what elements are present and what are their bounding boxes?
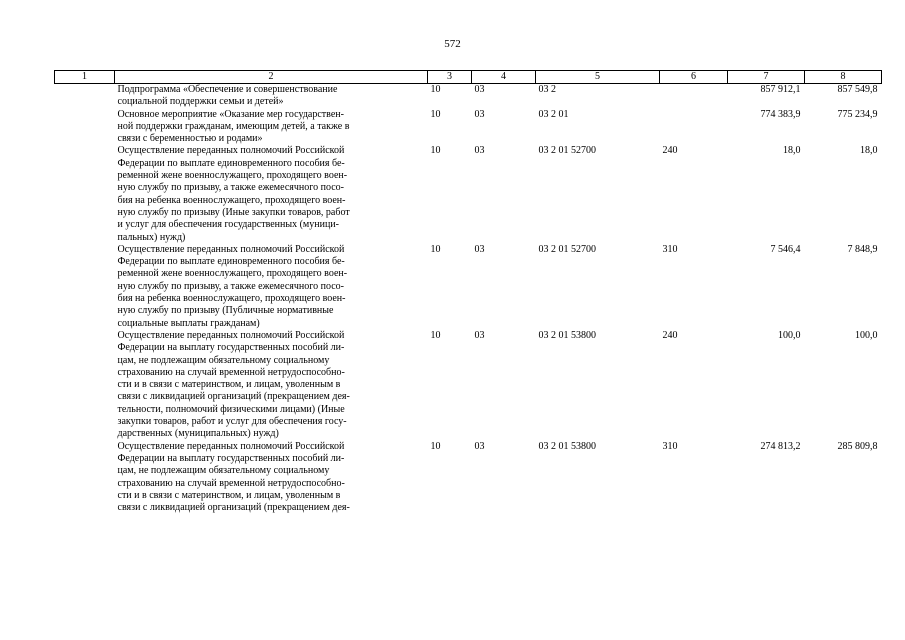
item-name-cell [115, 330, 428, 441]
row-number-cell [55, 441, 115, 515]
expense-type-cell: 240 [662, 329, 678, 341]
column-header: 4 [472, 71, 536, 84]
target-article-cell: 03 2 01 [538, 108, 569, 120]
target-article-cell: 03 2 01 53800 [538, 329, 596, 341]
subsection-code-cell: 03 [474, 145, 485, 157]
amount-year1-cell: 18,0 [783, 145, 801, 157]
section-code-cell: 10 [430, 243, 441, 255]
item-name-line: бия на ребенка военнослужащего, проходящего воен- [117, 293, 346, 305]
section-code-cell: 10 [430, 329, 441, 341]
target-article-cell: 03 2 01 53800 [538, 440, 596, 452]
item-name-line: страхованию на случай временной нетрудоспособно- [117, 477, 345, 489]
amount-year1-cell: 274 813,2 [760, 440, 801, 452]
row-number-cell [55, 244, 115, 330]
amount-year2-cell: 100,0 [855, 329, 878, 341]
section-code-cell: 10 [430, 145, 441, 157]
item-name-line: дарственных (муниципальных) нужд) [117, 428, 279, 440]
subsection-code-cell: 03 [474, 84, 485, 95]
item-name-line: ную службу по призыву (Публичные нормативные [117, 305, 334, 317]
item-name-line: связи с беременностью и родами» [117, 133, 263, 145]
amount-year1-cell: 100,0 [778, 329, 801, 341]
item-name-line: Осуществление переданных полномочий Российской [117, 243, 345, 255]
amount-year2-cell: 285 809,8 [837, 440, 878, 452]
item-name-line: Федерации по выплате единовременного пособия бе- [117, 256, 345, 268]
target-article-cell: 03 2 01 52700 [538, 243, 596, 255]
item-name-line: Осуществление переданных полномочий Российской [117, 145, 345, 157]
target-article-cell: 03 2 [538, 84, 556, 95]
amount-year1-cell: 7 546,4 [770, 243, 801, 255]
item-name-line: закупки товаров, работ и услуг для обеспечения госу- [117, 416, 347, 428]
header-row [55, 71, 882, 84]
subsection-code-cell: 03 [474, 440, 485, 452]
item-name-line: ременной жене военнослужащего, проходящего воен- [117, 268, 348, 280]
section-code-cell: 10 [430, 84, 441, 95]
section-code-cell: 10 [430, 108, 441, 120]
item-name-line: цам, не подлежащим обязательному социальному [117, 354, 330, 366]
expense-type-cell [660, 84, 728, 109]
subsection-code-cell: 03 [474, 108, 485, 120]
expense-type-cell: 310 [662, 440, 678, 452]
item-name-cell [115, 441, 428, 515]
item-name-cell [115, 244, 428, 330]
item-name-line: сти и в связи с материнством, и лицам, уволенным в [117, 489, 341, 501]
item-name-line: ную службу по призыву (Иные закупки товаров, работ [117, 206, 350, 218]
subsection-code-cell: 03 [474, 243, 485, 255]
item-name-line: связи с ликвидацией организаций (прекращением дея- [117, 391, 350, 403]
item-name-line: ную службу по призыву, а также ежемесячного посо- [117, 182, 344, 194]
subsection-code-cell: 03 [474, 329, 485, 341]
item-name-cell [115, 109, 428, 146]
item-name-line: ную службу по призыву, а также ежемесячного посо- [117, 280, 344, 292]
column-header: 5 [536, 71, 660, 84]
column-header: 8 [805, 71, 882, 84]
item-name-cell [115, 84, 428, 109]
item-name-line: Федерации по выплате единовременного пособия бе- [117, 157, 345, 169]
item-name-line: Основное мероприятие «Оказание мер государствен- [117, 108, 344, 120]
table-row [55, 244, 882, 330]
item-name-line: цам, не подлежащим обязательному социальному [117, 465, 330, 477]
amount-year2-cell: 18,0 [860, 145, 878, 157]
item-name-line: Осуществление переданных полномочий Российской [117, 329, 345, 341]
column-header: 3 [428, 71, 472, 84]
item-name-line: Подпрограмма «Обеспечение и совершенствование [117, 84, 338, 95]
item-name-line: Осуществление переданных полномочий Российской [117, 440, 345, 452]
table-row [55, 441, 882, 515]
column-header: 7 [728, 71, 805, 84]
item-name-line: ной поддержки гражданам, имеющим детей, а также в [117, 120, 350, 132]
row-number-cell [55, 84, 115, 109]
column-header: 2 [115, 71, 428, 84]
amount-year2-cell: 775 234,9 [837, 108, 878, 120]
item-name-line: социальной поддержки семьи и детей» [117, 96, 284, 108]
row-number-cell [55, 330, 115, 441]
expense-type-cell: 240 [662, 145, 678, 157]
item-name-line: пальных) нужд) [117, 231, 186, 243]
section-code-cell: 10 [430, 440, 441, 452]
item-name-line: Федерации на выплату государственных пособий ли- [117, 342, 345, 354]
item-name-line: и услуг для обеспечения государственных (муници- [117, 219, 339, 231]
amount-year1-cell: 774 383,9 [760, 108, 801, 120]
item-name-line: страхованию на случай временной нетрудоспособно- [117, 366, 345, 378]
item-name-line: связи с ликвидацией организаций (прекращением дея- [117, 502, 350, 514]
item-name-line: ременной жене военнослужащего, проходящего воен- [117, 170, 348, 182]
target-article-cell: 03 2 01 52700 [538, 145, 596, 157]
item-name-line: бия на ребенка военнослужащего, проходящего воен- [117, 194, 346, 206]
table-row [55, 330, 882, 441]
item-name-line: тельности, полномочий физическими лицами) (Иные [117, 403, 345, 415]
row-number-cell [55, 145, 115, 243]
item-name-cell [115, 145, 428, 243]
row-number-cell [55, 109, 115, 146]
amount-year2-cell: 857 549,8 [837, 84, 878, 95]
expense-type-cell [660, 109, 728, 146]
table-row [55, 145, 882, 243]
item-name-line: Федерации на выплату государственных пособий ли- [117, 452, 345, 464]
table-row [55, 109, 882, 146]
budget-table [54, 70, 882, 514]
page-number: 572 [444, 38, 461, 50]
item-name-line: социальные выплаты гражданам) [117, 317, 260, 329]
expense-type-cell: 310 [662, 243, 678, 255]
amount-year2-cell: 7 848,9 [847, 243, 878, 255]
item-name-line: сти и в связи с материнством, и лицам, уволенным в [117, 379, 341, 391]
column-header: 1 [55, 71, 115, 84]
amount-year1-cell: 857 912,1 [760, 84, 801, 95]
column-header: 6 [660, 71, 728, 84]
table-row [55, 84, 882, 109]
